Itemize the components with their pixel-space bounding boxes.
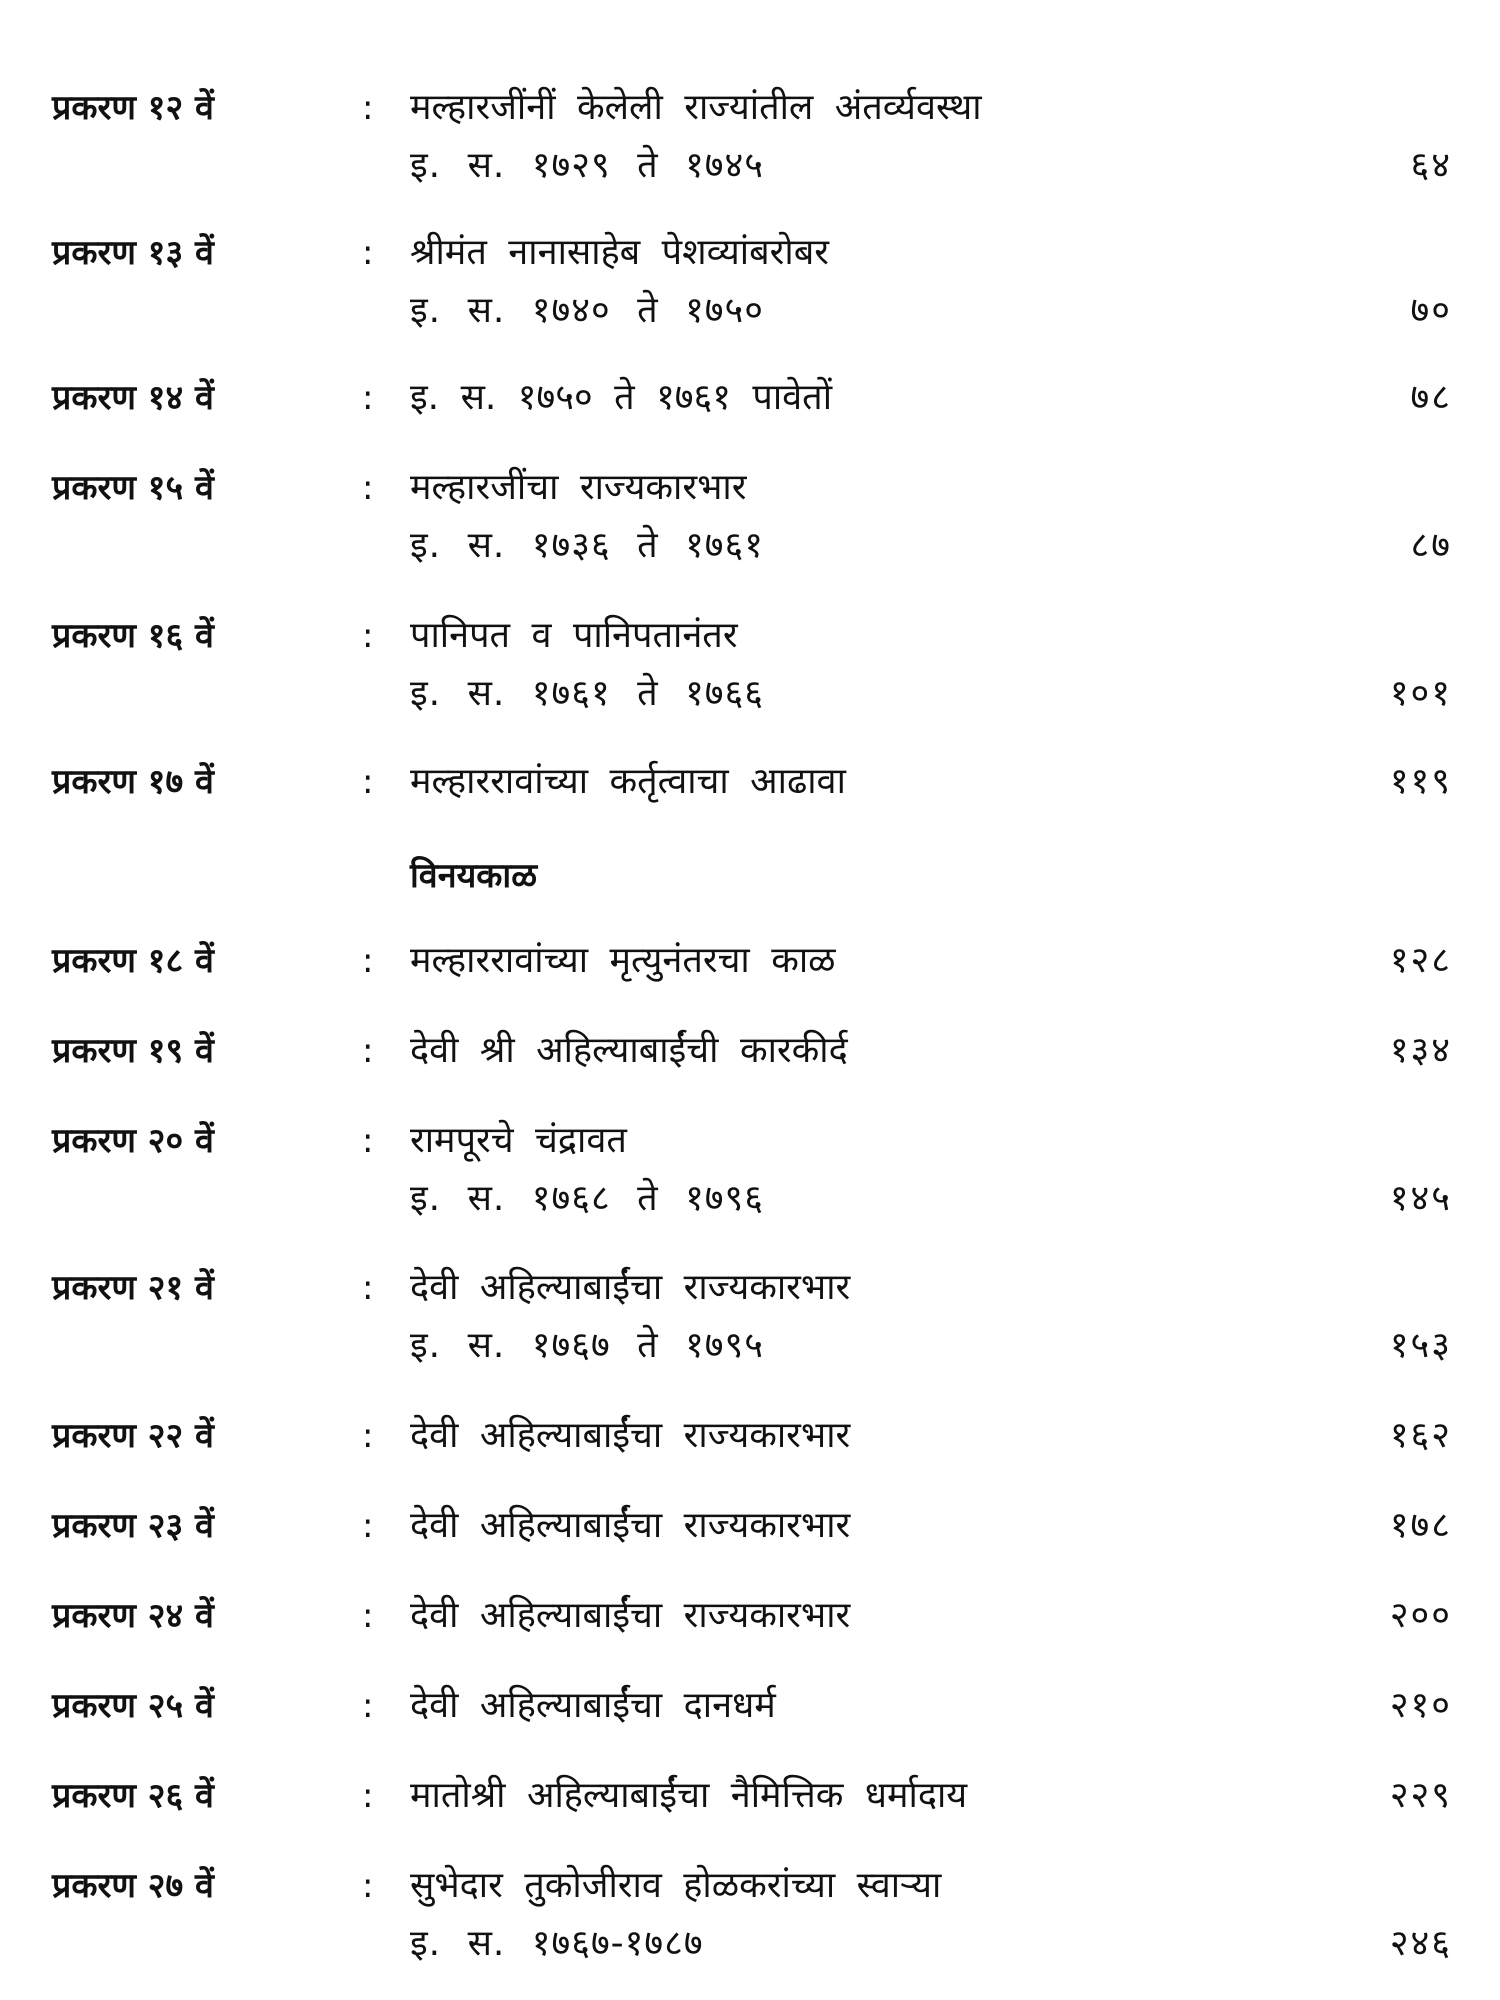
separator-colon: : <box>362 378 374 418</box>
chapter-date-range: इ. स. १७६८ ते १७९६ <box>410 1178 764 1219</box>
chapter-date-range: इ. स. १७४० ते १७५० <box>410 290 764 331</box>
chapter-title: मल्हारजींचा राज्यकारभार <box>410 467 747 508</box>
chapter-title: पानिपत व पानिपतानंतर <box>410 615 738 656</box>
chapter-title: देवी अहिल्याबाईंचा राज्यकारभार <box>410 1505 851 1546</box>
separator-colon: : <box>362 1866 374 1906</box>
page-number: १४५ <box>1389 1178 1452 1219</box>
chapter-date-range: इ. स. १७३६ ते १७६१ <box>410 525 764 566</box>
separator-colon: : <box>362 616 374 656</box>
chapter-number: प्रकरण २६ वें <box>52 1776 214 1816</box>
chapter-number: प्रकरण १९ वें <box>52 1031 214 1071</box>
chapter-title: देवी अहिल्याबाईंचा राज्यकारभार <box>410 1415 851 1456</box>
chapter-number: प्रकरण २० वें <box>52 1121 214 1161</box>
page-number: २०० <box>1389 1595 1452 1636</box>
page-number: १२८ <box>1389 940 1452 981</box>
section-heading: विनयकाळ <box>410 856 538 896</box>
page-number: १५३ <box>1389 1325 1452 1366</box>
page-number: २२९ <box>1389 1775 1452 1816</box>
separator-colon: : <box>362 1776 374 1816</box>
separator-colon: : <box>362 88 374 128</box>
page-number: ७० <box>1410 290 1452 331</box>
chapter-title: मल्हाररावांच्या कर्तृत्वाचा आढावा <box>410 761 846 802</box>
separator-colon: : <box>362 1506 374 1546</box>
chapter-number: प्रकरण १६ वें <box>52 616 214 656</box>
separator-colon: : <box>362 941 374 981</box>
separator-colon: : <box>362 1268 374 1308</box>
chapter-date-range: इ. स. १७२९ ते १७४५ <box>410 145 764 186</box>
chapter-number: प्रकरण २५ वें <box>52 1686 214 1726</box>
chapter-title: मल्हारजींनीं केलेली राज्यांतील अंतर्व्यवस्था <box>410 87 982 128</box>
chapter-title: देवी अहिल्याबाईंचा राज्यकारभार <box>410 1267 851 1308</box>
page-number: ७८ <box>1410 377 1452 418</box>
separator-colon: : <box>362 1031 374 1071</box>
separator-colon: : <box>362 1121 374 1161</box>
page-number: २४६ <box>1389 1923 1452 1964</box>
chapter-number: प्रकरण १७ वें <box>52 762 214 802</box>
page-number: १७८ <box>1389 1505 1452 1546</box>
chapter-number: प्रकरण १२ वें <box>52 88 214 128</box>
separator-colon: : <box>362 1686 374 1726</box>
chapter-number: प्रकरण २४ वें <box>52 1596 214 1636</box>
page-number: १६२ <box>1389 1415 1452 1456</box>
chapter-title: देवी अहिल्याबाईंचा दानधर्म <box>410 1685 776 1726</box>
chapter-title: इ. स. १७५० ते १७६१ पावेतों <box>410 377 833 418</box>
chapter-number: प्रकरण २२ वें <box>52 1416 214 1456</box>
chapter-number: प्रकरण १५ वें <box>52 468 214 508</box>
separator-colon: : <box>362 468 374 508</box>
page-number: १३४ <box>1389 1030 1452 1071</box>
chapter-title: मातोश्री अहिल्याबाईंचा नैमित्तिक धर्मादाय <box>410 1775 968 1816</box>
page-number: ६४ <box>1410 145 1452 186</box>
chapter-number: प्रकरण २१ वें <box>52 1268 214 1308</box>
page-number: ११९ <box>1389 761 1452 802</box>
chapter-title: श्रीमंत नानासाहेब पेशव्यांबरोबर <box>410 232 830 273</box>
chapter-date-range: इ. स. १७६१ ते १७६६ <box>410 673 764 714</box>
page-number: ८७ <box>1410 525 1452 566</box>
chapter-number: प्रकरण २७ वें <box>52 1866 214 1906</box>
chapter-title: रामपूरचे चंद्रावत <box>410 1120 627 1161</box>
page-number: १०१ <box>1389 673 1452 714</box>
separator-colon: : <box>362 762 374 802</box>
chapter-title: देवी श्री अहिल्याबाईंची कारकीर्द <box>410 1030 848 1071</box>
chapter-title: मल्हाररावांच्या मृत्युनंतरचा काळ <box>410 940 836 981</box>
chapter-date-range: इ. स. १७६७ ते १७९५ <box>410 1325 764 1366</box>
page-number: २१० <box>1389 1685 1452 1726</box>
chapter-title: सुभेदार तुकोजीराव होळकरांच्या स्वाऱ्या <box>410 1865 942 1906</box>
chapter-number: प्रकरण १८ वें <box>52 941 214 981</box>
chapter-number: प्रकरण १४ वें <box>52 378 214 418</box>
separator-colon: : <box>362 1596 374 1636</box>
chapter-number: प्रकरण १३ वें <box>52 233 214 273</box>
chapter-date-range: इ. स. १७६७-१७८७ <box>410 1923 704 1964</box>
chapter-number: प्रकरण २३ वें <box>52 1506 214 1546</box>
chapter-title: देवी अहिल्याबाईंचा राज्यकारभार <box>410 1595 851 1636</box>
separator-colon: : <box>362 1416 374 1456</box>
separator-colon: : <box>362 233 374 273</box>
